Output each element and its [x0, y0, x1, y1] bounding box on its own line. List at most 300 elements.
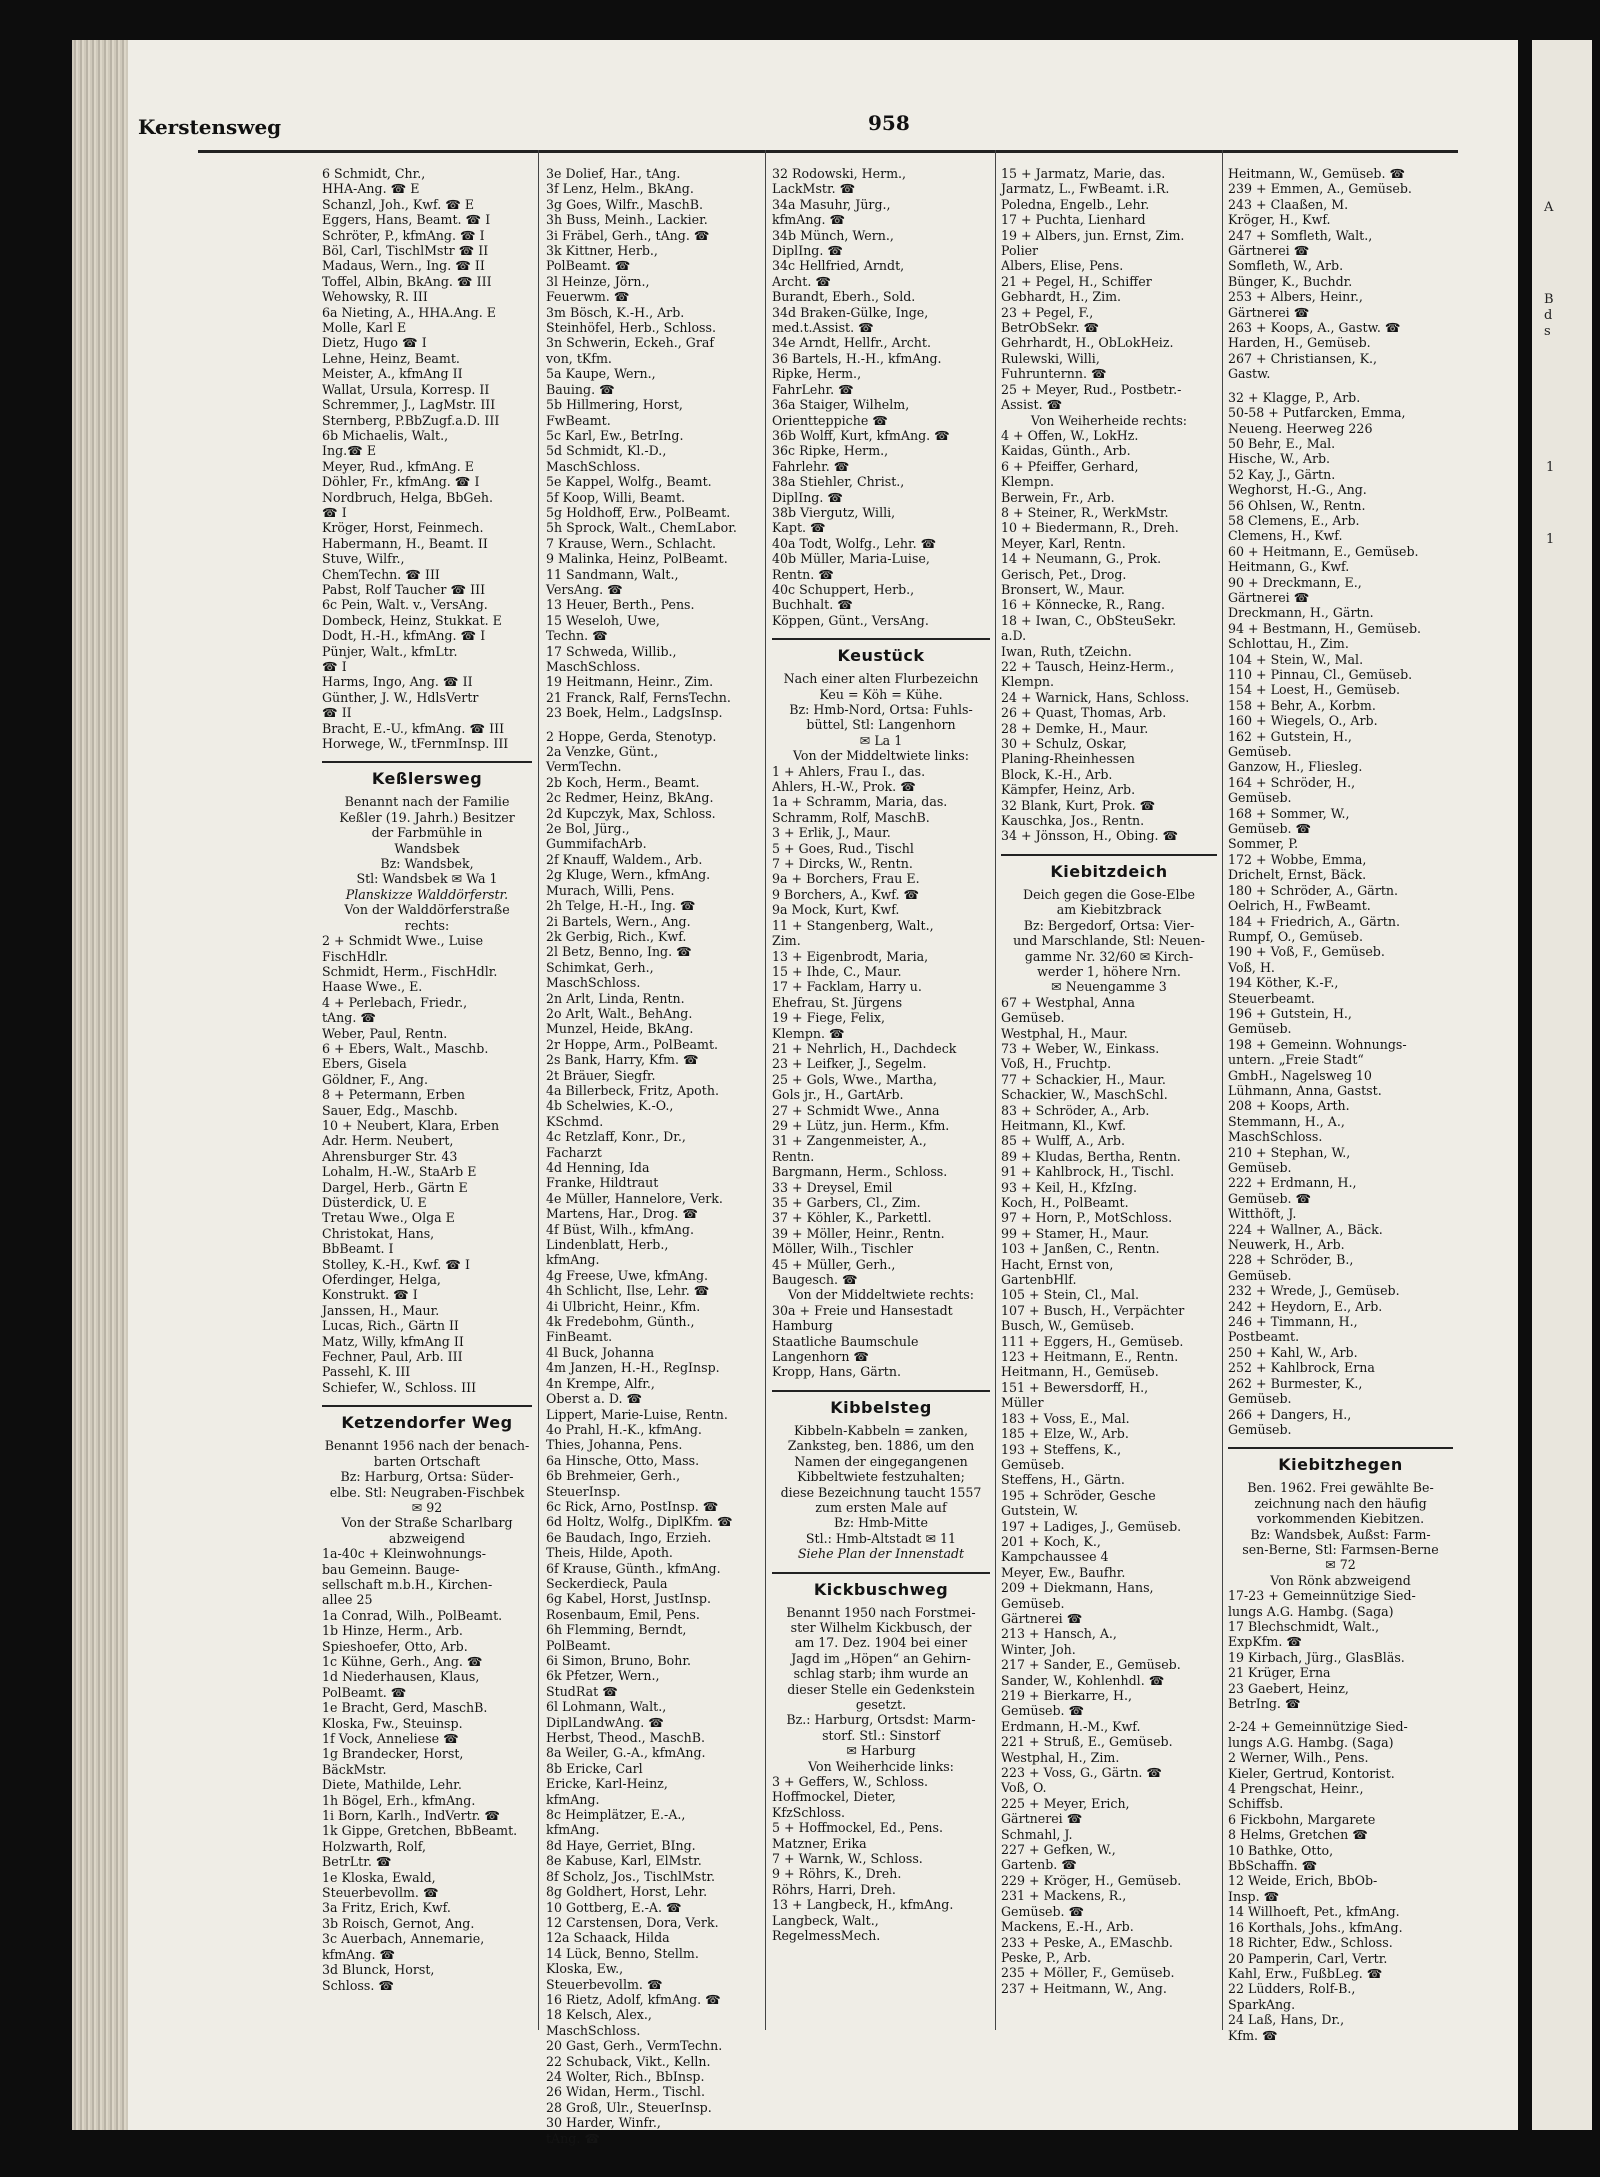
directory-entry: 36 Bartels, H.-H., kfmAng. [772, 350, 942, 366]
directory-entry: 8g Goldhert, Horst, Lehr. [546, 1884, 708, 1900]
directory-entry: 99 + Stamer, H., Maur. [1001, 1225, 1149, 1241]
directory-entry: Baugesch. ☎ [772, 1272, 858, 1288]
street-description: gesetzt. [855, 1696, 907, 1712]
directory-entry: Hoffmockel, Dieter, [772, 1789, 896, 1805]
directory-entry: 22 + Tausch, Heinz-Herm., [1001, 659, 1175, 674]
directory-entry: Wallat, Ursula, Korresp. II [322, 381, 490, 397]
directory-entry: 6a Hinsche, Otto, Mass. [546, 1452, 700, 1468]
directory-entry: 32 Rodowski, Herm., [772, 166, 907, 181]
column-4 [1001, 166, 1217, 1996]
directory-entry: 11 Sandmann, Walt., [546, 566, 679, 582]
directory-entry: FwBeamt. [546, 412, 611, 428]
directory-entry: GartenbHlf. [1001, 1272, 1077, 1288]
directory-entry: StudRat ☎ [546, 1683, 618, 1699]
directory-entry: 91 + Kahlbrock, H., Tischl. [1001, 1164, 1175, 1180]
directory-entry: 21 + Nehrlich, H., Dachdeck [772, 1040, 957, 1056]
directory-entry: Poledna, Engelb., Lehr. [1001, 196, 1150, 212]
directory-entry: 3b Roisch, Gernot, Ang. [322, 1915, 475, 1931]
directory-entry: 1i Born, Karlh., IndVertr. ☎ [322, 1808, 501, 1824]
directory-entry: 253 + Albers, Heinr., [1228, 289, 1363, 305]
directory-entry: ExpKfm. ☎ [1228, 1634, 1303, 1650]
street-description: ✉ La 1 [859, 732, 903, 748]
directory-entry: ChemTechn. ☎ III [322, 566, 440, 582]
directory-entry: Sommer, P. [1228, 836, 1299, 852]
directory-entry: VermTechn. [546, 759, 622, 775]
directory-entry: 1a-40c + Kleinwohnungs- [322, 1546, 487, 1562]
directory-entry: Gartenb. ☎ [1001, 1857, 1077, 1873]
column-divider [538, 150, 539, 2030]
directory-entry: 213 + Hansch, A., [1001, 1626, 1117, 1642]
directory-entry: 50-58 + Putfarcken, Emma, [1228, 405, 1406, 421]
directory-entry: lungs A.G. Hambg. (Saga) [1228, 1603, 1394, 1619]
directory-entry: 10 + Neubert, Klara, Erben [322, 1117, 500, 1133]
directory-entry: 26 + Quast, Thomas, Arb. [1001, 705, 1167, 721]
directory-entry: Jarmatz, L., FwBeamt. i.R. [1001, 181, 1170, 197]
directory-entry: SteuerInsp. [546, 1483, 621, 1499]
directory-entry: Ripke, Herm., [772, 366, 862, 382]
street-description: Bz: Hmb-Mitte [834, 1515, 928, 1531]
directory-entry: 6c Rick, Arno, PostInsp. ☎ [546, 1498, 719, 1514]
street-description: ✉ 72 [1325, 1557, 1356, 1573]
directory-entry: BbBeamt. I [322, 1241, 394, 1257]
street-description: sen-Berne, Stl: Farmsen-Berne [1242, 1541, 1439, 1557]
directory-entry: Stuve, Wilfr., [322, 551, 405, 567]
directory-entry: 20 Gast, Gerh., VermTechn. [546, 2038, 723, 2054]
directory-entry: 9 + Röhrs, K., Dreh. [772, 1866, 902, 1882]
directory-entry: 15 + Ihde, C., Maur. [772, 963, 902, 979]
directory-entry: 19 Kirbach, Jürg., GlasBläs. [1228, 1649, 1405, 1665]
street-heading: Keustück [772, 638, 990, 665]
directory-entry: Tretau Wwe., Olga E [322, 1210, 455, 1226]
directory-entry: 3g Goes, Wilfr., MaschB. [546, 196, 704, 212]
directory-entry: kfmAng. ☎ [772, 212, 846, 228]
directory-entry: Oelrich, H., FwBeamt. [1228, 898, 1371, 914]
directory-entry: 6b Brehmeier, Gerh., [546, 1468, 681, 1484]
directory-entry: 262 + Burmester, K., [1228, 1375, 1363, 1391]
directory-entry: 8f Scholz, Jos., TischlMstr. [546, 1868, 715, 1884]
directory-entry: Schiefer, W., Schloss. III [322, 1379, 477, 1395]
directory-entry: 239 + Emmen, A., Gemüseb. [1228, 181, 1412, 197]
directory-entry: Gerisch, Pet., Drog. [1001, 566, 1127, 582]
street-heading: Kickbuschweg [772, 1572, 990, 1599]
directory-entry: Lucas, Rich., Gärtn II [322, 1318, 459, 1334]
directory-entry: DiplIng. ☎ [772, 489, 844, 505]
directory-entry: 111 + Eggers, H., Gemüseb. [1001, 1333, 1184, 1349]
directory-entry: ☎ I [322, 659, 347, 674]
street-description: Zanksteg, ben. 1886, um den [787, 1438, 975, 1454]
directory-entry: 263 + Koops, A., Gastw. ☎ [1228, 320, 1401, 336]
directory-entry: Oberst a. D. ☎ [546, 1391, 643, 1407]
directory-entry: Buchhalt. ☎ [772, 597, 853, 613]
street-description: am 17. Dez. 1904 bei einer [794, 1635, 968, 1651]
street-description: am Kiebitzbrack [1056, 902, 1162, 918]
street-heading: Keßlersweg [322, 761, 532, 788]
directory-entry: 22 Schuback, Vikt., Kelln. [546, 2053, 711, 2069]
directory-entry: 6k Pfetzer, Wern., [546, 1668, 660, 1684]
directory-entry: 4d Henning, Ida [546, 1160, 650, 1175]
directory-entry: Diete, Mathilde, Lehr. [322, 1777, 462, 1793]
street-description: Bz: Wandsbek, [380, 856, 474, 872]
directory-entry: LackMstr. ☎ [772, 181, 856, 197]
directory-entry: Rumpf, O., Gemüseb. [1228, 928, 1363, 944]
directory-entry: 2 Hoppe, Gerda, Stenotyp. [546, 728, 717, 744]
directory-entry: 6 Fickbohn, Margarete [1228, 1811, 1376, 1827]
directory-entry: 235 + Möller, F., Gemüseb. [1001, 1965, 1175, 1981]
directory-entry: Sternberg, P.BbZugf.a.D. III [322, 412, 500, 428]
directory-entry: Fuhrunternn. ☎ [1001, 366, 1107, 382]
directory-entry: Gemüseb. [1228, 1391, 1292, 1407]
directory-entry: Eggers, Hans, Beamt. ☎ I [322, 212, 491, 228]
directory-entry: Gärtnerei ☎ [1228, 243, 1310, 259]
directory-entry: 17 + Facklam, Harry u. [772, 979, 922, 995]
directory-entry: Erdmann, H.-M., Kwf. [1001, 1718, 1141, 1734]
directory-entry: 225 + Meyer, Erich, [1001, 1795, 1130, 1811]
directory-entry: 183 + Voss, E., Mal. [1001, 1410, 1130, 1426]
directory-entry: 2o Arlt, Walt., BehAng. [546, 1005, 693, 1021]
directory-entry: 16 + Könnecke, R., Rang. [1001, 597, 1166, 613]
street-description: Keu = Köh = Kühe. [819, 686, 943, 702]
directory-entry: 154 + Loest, H., Gemüseb. [1228, 682, 1401, 698]
directory-entry: 12 Carstensen, Dora, Verk. [546, 1914, 719, 1930]
direction-note: Von der Straße Scharlbarg [341, 1515, 513, 1531]
directory-entry: Dreckmann, H., Gärtn. [1228, 605, 1374, 621]
directory-entry: 36c Ripke, Herm., [772, 443, 889, 459]
directory-entry: 233 + Peske, A., EMaschb. [1001, 1934, 1173, 1950]
directory-entry [1228, 1711, 1453, 1719]
page-number: 958 [868, 111, 910, 135]
directory-entry: 2s Bank, Harry, Kfm. ☎ [546, 1052, 699, 1068]
directory-entry: 9a Mock, Kurt, Kwf. [772, 902, 900, 918]
directory-entry: 3n Schwerin, Eckeh., Graf [546, 335, 715, 351]
directory-entry: 19 + Fiege, Felix, [772, 1010, 885, 1026]
directory-entry: Böl, Carl, TischlMstr ☎ II [322, 243, 489, 259]
directory-entry: 2l Betz, Benno, Ing. ☎ [546, 944, 692, 960]
directory-entry: 15 + Jarmatz, Marie, das. [1001, 166, 1166, 181]
directory-entry: Busch, W., Gemüseb. [1001, 1318, 1135, 1334]
directory-entry: Weber, Paul, Rentn. [322, 1025, 448, 1041]
directory-entry: BbSchaffn. ☎ [1228, 1858, 1318, 1874]
directory-entry: 3f Lenz, Helm., BkAng. [546, 181, 694, 197]
directory-entry: 8c Heimplätzer, E.-A., [546, 1807, 686, 1823]
direction-note: Von Weiherhcide links: [808, 1758, 954, 1774]
street-description: Stl: Wandsbek ✉ Wa 1 [356, 871, 498, 887]
directory-entry: 26 Widan, Herm., Tischl. [546, 2084, 705, 2100]
directory-entry: Hische, W., Arb. [1228, 451, 1331, 467]
directory-entry: Pünjer, Walt., kfmLtr. [322, 643, 458, 659]
directory-entry: Seckerdieck, Paula [546, 1575, 668, 1591]
directory-entry: Schlottau, H., Zim. [1228, 636, 1349, 652]
directory-entry: Hacht, Ernst von, [1001, 1256, 1114, 1272]
directory-entry: Weghorst, H.-G., Ang. [1228, 482, 1367, 498]
directory-entry: 34a Masuhr, Jürg., [772, 196, 891, 212]
directory-entry: Winter, Joh. [1001, 1641, 1076, 1657]
directory-entry: Ahrensburger Str. 43 [322, 1148, 458, 1164]
directory-entry: 2n Arlt, Linda, Rentn. [546, 990, 685, 1006]
directory-entry: 6l Lohmann, Walt., [546, 1699, 667, 1715]
street-description: Stl.: Hmb-Altstadt ✉ 11 [805, 1530, 957, 1546]
directory-entry [546, 721, 760, 729]
directory-entry: HHA-Ang. ☎ E [322, 181, 420, 197]
directory-entry: 4c Retzlaff, Konr., Dr., [546, 1129, 686, 1145]
directory-entry: 1h Bögel, Erh., kfmAng. [322, 1792, 476, 1808]
directory-entry: allee 25 [322, 1592, 373, 1608]
directory-entry: 25 + Gols, Wwe., Martha, [772, 1071, 938, 1087]
directory-entry: MaschSchloss. [546, 2022, 641, 2038]
plan-reference: Planskizze Walddörferstr. [345, 886, 509, 902]
directory-entry: 14 + Neumann, G., Prok. [1001, 551, 1162, 567]
street-description: Kibbeln-Kabbeln = zanken, [793, 1422, 969, 1438]
directory-entry: 222 + Erdmann, H., [1228, 1175, 1357, 1191]
adjacent-page-fragment: 1 [1546, 532, 1555, 547]
directory-entry: 4i Ulbricht, Heinr., Kfm. [546, 1298, 701, 1314]
directory-entry: 7 + Warnk, W., Schloss. [772, 1851, 923, 1867]
directory-entry: Schmidt, Herm., FischHdlr. [322, 963, 498, 979]
directory-entry: MaschSchloss. [546, 659, 641, 674]
directory-entry: Schremmer, J., LagMstr. III [322, 397, 496, 413]
directory-entry: 12 Weide, Erich, BbOb- [1228, 1873, 1378, 1889]
directory-entry: 208 + Koops, Arth. [1228, 1098, 1350, 1114]
directory-entry: Stemmann, H., A., [1228, 1113, 1345, 1129]
directory-entry: 247 + Somfleth, Walt., [1228, 227, 1373, 243]
directory-entry: 23 Boek, Helm., LadgsInsp. [546, 705, 723, 721]
directory-entry: 25 + Meyer, Rud., Postbetr.- [1001, 381, 1182, 397]
directory-entry: Steuerbevollm. ☎ [322, 1885, 439, 1901]
directory-entry: 8b Ericke, Carl [546, 1760, 643, 1776]
directory-entry: 228 + Schröder, B., [1228, 1252, 1354, 1268]
directory-entry: 90 + Dreckmann, E., [1228, 574, 1362, 590]
directory-entry: tAng. ☎ [322, 1010, 377, 1026]
directory-entry: 52 Kay, J., Gärtn. [1228, 466, 1336, 482]
directory-entry: Kloska, Fw., Steuinsp. [322, 1715, 463, 1731]
directory-entry: 5 + Hoffmockel, Ed., Pens. [772, 1820, 943, 1836]
directory-entry: 3m Bösch, K.-H., Arb. [546, 304, 685, 320]
column-divider [1222, 150, 1223, 2030]
directory-entry: 17-23 + Gemeinnützige Sied- [1228, 1588, 1416, 1604]
directory-entry: 6 + Ebers, Walt., Maschb. [322, 1040, 489, 1056]
directory-entry: Hamburg [772, 1318, 833, 1334]
directory-entry: 5a Kaupe, Wern., [546, 366, 656, 382]
directory-entry: Schimkat, Gerh., [546, 959, 654, 975]
directory-entry: 1e Bracht, Gerd, MaschB. [322, 1700, 488, 1716]
directory-entry: 267 + Christiansen, K., [1228, 350, 1378, 366]
directory-entry: 37 + Köhler, K., Parkettl. [772, 1210, 932, 1226]
directory-entry: 6g Kabel, Horst, JustInsp. [546, 1591, 711, 1607]
directory-entry: kfmAng. [546, 1791, 600, 1807]
directory-entry: KfzSchloss. [772, 1804, 846, 1820]
directory-entry: 6 + Pfeiffer, Gerhard, [1001, 458, 1139, 474]
directory-entry: 1g Brandecker, Horst, [322, 1746, 464, 1762]
directory-entry: 4 + Offen, W., LokHz. [1001, 427, 1139, 443]
directory-entry: 20 Pamperin, Carl, Vertr. [1228, 1950, 1388, 1966]
street-heading: Kiebitzdeich [1001, 854, 1217, 881]
directory-entry: Gärtnerei ☎ [1001, 1610, 1083, 1626]
directory-entry: Voß, H. [1228, 959, 1275, 975]
directory-entry: Kröger, Horst, Feinmech. [322, 520, 484, 536]
directory-entry: 8d Haye, Gerriet, BIng. [546, 1837, 696, 1853]
directory-entry: Murach, Willi, Pens. [546, 882, 675, 898]
directory-entry: Schröter, P., kfmAng. ☎ I [322, 227, 485, 243]
directory-entry: Dietz, Hugo ☎ I [322, 335, 427, 351]
directory-entry: Klempn. [1001, 674, 1055, 690]
directory-entry: 39 + Möller, Heinr., Rentn. [772, 1225, 945, 1241]
directory-entry: 30 Harder, Winfr., [546, 2115, 661, 2131]
directory-entry: Bronsert, W., Maur. [1001, 581, 1125, 597]
direction-note: Von der Walddörferstraße [344, 902, 510, 918]
directory-entry: Christokat, Hans, [322, 1225, 435, 1241]
directory-entry: 4n Krempe, Alfr., [546, 1375, 655, 1391]
directory-entry: DiplIng. ☎ [772, 243, 844, 259]
directory-entry: 209 + Diekmann, Hans, [1001, 1580, 1154, 1596]
directory-entry: 2a Venzke, Günt., [546, 744, 659, 760]
directory-entry: 77 + Schackier, H., Maur. [1001, 1071, 1166, 1087]
directory-entry: Sauer, Edg., Maschb. [322, 1102, 458, 1118]
directory-entry: 3c Auerbach, Annemarie, [322, 1931, 485, 1947]
street-description: ✉ 92 [411, 1499, 443, 1515]
directory-entry: 1b Hinze, Herm., Arb. [322, 1623, 463, 1639]
directory-entry: ☎ II [322, 705, 352, 721]
directory-entry: Schloss. ☎ [322, 1977, 395, 1993]
directory-entry: ☎ I [322, 504, 347, 520]
directory-entry: 5d Schmidt, Kl.-D., [546, 443, 667, 459]
directory-entry: 89 + Kludas, Bertha, Rentn. [1001, 1148, 1181, 1164]
directory-entry: 5g Holdhoff, Erw., PolBeamt. [546, 504, 731, 520]
directory-entry: 2g Kluge, Wern., kfmAng. [546, 867, 711, 883]
street-description: dieser Stelle ein Gedenkstein [787, 1681, 975, 1697]
directory-entry: Horwege, W., tFernmInsp. III [322, 736, 509, 752]
directory-entry: Holzwarth, Rolf, [322, 1838, 427, 1854]
directory-entry: 194 Köther, K.-F., [1228, 975, 1339, 991]
directory-entry: DiplLandwAng. ☎ [546, 1714, 664, 1730]
directory-entry: 185 + Elze, W., Arb. [1001, 1426, 1129, 1442]
directory-entry: Munzel, Heide, BkAng. [546, 1021, 694, 1037]
directory-entry: 16 Korthals, Johs., kfmAng. [1228, 1919, 1403, 1935]
directory-entry: 158 + Behr, A., Korbm. [1228, 697, 1376, 713]
column-5 [1228, 166, 1453, 2043]
directory-entry: GmbH., Nagelsweg 10 [1228, 1067, 1372, 1083]
directory-entry: Ganzow, H., Fliesleg. [1228, 759, 1363, 775]
directory-entry: 73 + Weber, W., Einkass. [1001, 1040, 1160, 1056]
directory-entry: 227 + Gefken, W., [1001, 1842, 1116, 1858]
directory-entry: Molle, Karl E [322, 320, 407, 336]
directory-entry: Theis, Hilde, Apoth. [546, 1545, 673, 1561]
directory-entry: lungs A.G. Hambg. (Saga) [1228, 1734, 1394, 1750]
directory-entry: 36b Wolff, Kurt, kfmAng. ☎ [772, 427, 950, 443]
directory-entry: Polier [1001, 243, 1039, 259]
directory-entry: Steffens, H., Gärtn. [1001, 1472, 1125, 1488]
directory-entry: Möller, Wilh., Tischler [772, 1241, 914, 1257]
direction-note: abzweigend [388, 1530, 466, 1546]
directory-entry: Feuerwm. ☎ [546, 289, 630, 305]
directory-entry: Ehefrau, St. Jürgens [772, 994, 903, 1010]
directory-entry: Iwan, Ruth, tZeichn. [1001, 643, 1132, 659]
street-description: zeichnung nach den häufig [1254, 1495, 1427, 1511]
directory-entry: 3e Dolief, Har., tAng. [546, 166, 681, 181]
directory-entry: 13 + Eigenbrodt, Maria, [772, 948, 929, 964]
directory-entry: Köppen, Günt., VersAng. [772, 612, 929, 628]
adjacent-page-fragment: 1 [1546, 460, 1555, 475]
directory-entry: Meyer, Ew., Baufhr. [1001, 1564, 1126, 1580]
directory-entry: 1a Conrad, Wilh., PolBeamt. [322, 1607, 503, 1623]
directory-entry: 29 + Lütz, jun. Herm., Kfm. [772, 1117, 950, 1133]
directory-entry: Ebers, Gisela [322, 1056, 407, 1072]
column-1 [322, 166, 532, 1993]
directory-entry: 217 + Sander, E., Gemüseb. [1001, 1657, 1181, 1673]
directory-entry: Klempn. ☎ [772, 1025, 845, 1041]
directory-entry: Assist. ☎ [1001, 397, 1063, 413]
directory-entry: Lindenblatt, Herb., [546, 1237, 669, 1253]
directory-entry: 8 + Petermann, Erben [322, 1087, 465, 1103]
directory-entry: Kloska, Ew., [546, 1961, 624, 1977]
directory-entry: BetrIng. ☎ [1228, 1696, 1301, 1711]
directory-entry: Heitmann, Kl., Kwf. [1001, 1117, 1127, 1133]
directory-entry: Bracht, E.-U., kfmAng. ☎ III [322, 720, 505, 736]
directory-entry: 231 + Mackens, R., [1001, 1888, 1127, 1904]
directory-entry: Lippert, Marie-Luise, Rentn. [546, 1406, 728, 1422]
directory-entry: 10 + Biedermann, R., Dreh. [1001, 520, 1179, 536]
directory-entry: 22 Lüdders, Rolf-B., [1228, 1981, 1356, 1997]
directory-entry: Koch, H., PolBeamt. [1001, 1195, 1129, 1210]
street-description: ✉ Neuengamme 3 [1051, 979, 1167, 995]
directory-entry: Staatliche Baumschule [772, 1333, 919, 1349]
directory-entry: Meister, A., kfmAng II [322, 366, 463, 382]
directory-entry: 252 + Kahlbrock, Erna [1228, 1360, 1375, 1376]
directory-entry [1228, 382, 1453, 390]
directory-entry: Langenhorn ☎ [772, 1349, 870, 1365]
direction-note: Von der Middeltwiete links: [792, 748, 970, 764]
adjacent-page-fragment: A [1544, 200, 1554, 215]
directory-entry: 4l Buck, Johanna [546, 1344, 655, 1360]
directory-entry: 160 + Wiegels, O., Arb. [1228, 713, 1378, 729]
street-description: Benannt nach der Familie [344, 794, 510, 810]
directory-entry: 4e Müller, Hannelore, Verk. [546, 1190, 723, 1206]
directory-entry: 40a Todt, Wolfg., Lehr. ☎ [772, 535, 937, 551]
directory-entry: Schackier, W., MaschSchl. [1001, 1087, 1168, 1103]
directory-entry: Meyer, Karl, Rentn. [1001, 535, 1126, 551]
running-head-street: Kerstensweg [138, 115, 282, 139]
directory-entry: Heitmann, G., Kwf. [1228, 559, 1350, 575]
directory-entry: Spieshoefer, Otto, Arb. [322, 1638, 468, 1654]
directory-entry: 6i Simon, Bruno, Bohr. [546, 1653, 692, 1668]
directory-entry: 31 + Zangenmeister, A., [772, 1133, 927, 1149]
street-description: Nach einer alten Flurbezeichn [783, 671, 979, 687]
directory-entry: 5h Sprock, Walt., ChemLabor. [546, 520, 737, 536]
street-description: werder 1, höhere Nrn. [1037, 963, 1181, 979]
directory-entry: 30 + Schulz, Oskar, [1001, 736, 1127, 752]
column-2 [546, 166, 760, 2146]
directory-entry: BetrLtr. ☎ [322, 1854, 392, 1870]
directory-entry: Rosenbaum, Emil, Pens. [546, 1606, 700, 1622]
directory-entry: Meyer, Rud., kfmAng. E [322, 458, 474, 474]
directory-entry: Kaidas, Günth., Arb. [1001, 443, 1131, 459]
directory-entry: Steuerbeamt. [1228, 990, 1315, 1006]
directory-entry: Düsterdick, U. E [322, 1195, 427, 1210]
street-description: büttel, Stl: Langenhorn [806, 717, 956, 733]
directory-entry: BäckMstr. [322, 1761, 387, 1777]
directory-entry: 6h Flemming, Berndt, [546, 1622, 687, 1638]
directory-entry: 38b Viergutz, Willi, [772, 504, 896, 520]
adjacent-page-fragment: d [1544, 308, 1553, 323]
directory-entry: Göldner, F., Ang. [322, 1071, 428, 1087]
directory-entry: Gärtnerei ☎ [1228, 589, 1310, 605]
directory-entry: Haase Wwe., E. [322, 979, 423, 995]
directory-entry: 23 Gaebert, Heinz, [1228, 1680, 1349, 1696]
directory-entry: 9 Malinka, Heinz, PolBeamt. [546, 551, 728, 567]
directory-entry: 16 Rietz, Adolf, kfmAng. ☎ [546, 1991, 721, 2007]
directory-entry: Harms, Ingo, Ang. ☎ II [322, 674, 473, 690]
directory-entry: 34c Hellfried, Arndt, [772, 258, 905, 274]
directory-entry: tAng. ☎ [546, 2130, 601, 2146]
directory-entry: 2k Gerbig, Rich., Kwf. [546, 928, 687, 944]
